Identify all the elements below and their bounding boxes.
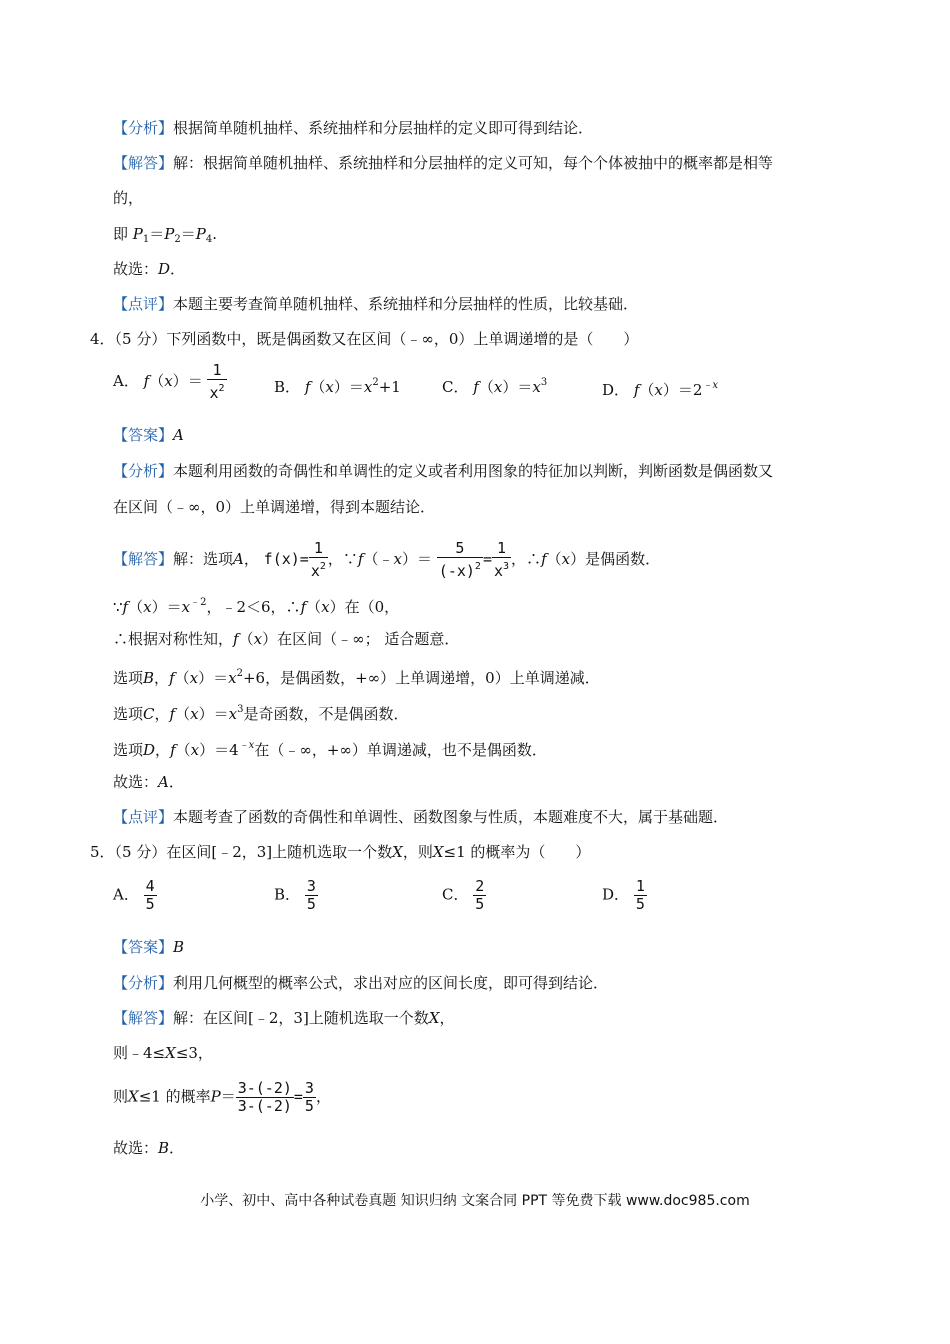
math-sub: 4 bbox=[205, 234, 213, 245]
text: ， bbox=[154, 669, 170, 687]
q4-comment bbox=[113, 807, 728, 827]
math-sub: 1 bbox=[142, 234, 150, 245]
math-var: X bbox=[392, 843, 403, 861]
q4-solution-line1: 【解答】解：选项A， f(x)= $\frac{1}{x^2}$ ，∵f（﹣x）＝ $\frac{5}{(-x)^2}$ = $\frac{1}{x^3}$ ，∴f（x）是偶函数． bbox=[113, 539, 661, 580]
q5-option-c bbox=[442, 878, 486, 913]
math-op: （ bbox=[306, 598, 322, 616]
math-op: （ bbox=[174, 669, 190, 687]
math-op: ＝ bbox=[213, 669, 229, 687]
math-op: （ bbox=[310, 378, 326, 396]
math-op: （ bbox=[238, 630, 254, 648]
denominator bbox=[437, 557, 483, 580]
numerator: 4 bbox=[145, 877, 155, 895]
math-var: f bbox=[473, 378, 479, 396]
numerator: 3 bbox=[304, 1079, 314, 1097]
denominator: 3-(-2) bbox=[237, 1097, 292, 1115]
analysis-tag: 【分析】 bbox=[113, 462, 174, 480]
math-var: P bbox=[195, 225, 206, 243]
q4-answer bbox=[113, 425, 184, 445]
numerator: 2 bbox=[475, 877, 485, 895]
comment-tag: 【点评】 bbox=[113, 295, 174, 313]
text: 则﹣4≤ bbox=[113, 1044, 166, 1062]
math-var: f bbox=[143, 372, 150, 390]
math-var: x bbox=[228, 669, 237, 687]
math-op: ） bbox=[151, 598, 167, 616]
q4-option-a bbox=[113, 362, 227, 402]
math-var: f bbox=[169, 705, 176, 723]
math-var: x bbox=[393, 550, 402, 568]
math-var: x bbox=[532, 378, 541, 396]
text: ≤1 的概率 bbox=[138, 1087, 211, 1106]
option-label: D． bbox=[602, 885, 630, 904]
answer-letter: B bbox=[173, 938, 185, 956]
math-op: ） bbox=[662, 381, 678, 399]
math-op: ＝ bbox=[214, 741, 230, 759]
math-sup: 2 bbox=[372, 377, 379, 388]
text: 则 bbox=[113, 1087, 129, 1106]
text: ，﹣2＜6，∴ bbox=[206, 598, 301, 616]
math-var: f bbox=[541, 550, 547, 568]
analysis-text: 本题利用函数的奇偶性和单调性的定义或者利用图象的特征加以判断，判断函数是偶函数又 bbox=[173, 462, 774, 480]
math-var: X bbox=[128, 1087, 139, 1106]
q4-analysis-line2 bbox=[113, 497, 435, 517]
q3-analysis bbox=[113, 118, 593, 138]
math-sup: ﹣x bbox=[238, 740, 255, 751]
q4-solution-option-c bbox=[113, 700, 408, 724]
analysis-tag: 【分析】 bbox=[113, 974, 174, 992]
q5-option-a bbox=[113, 878, 157, 913]
math-op: （ bbox=[363, 550, 379, 568]
q3-choose bbox=[113, 259, 185, 279]
answer-tag: 【答案】 bbox=[113, 938, 174, 956]
math-var: f bbox=[304, 378, 311, 396]
math-sup: 3 bbox=[540, 377, 548, 388]
numerator: 3-(-2) bbox=[237, 1079, 292, 1097]
text: +6，是偶函数，+∞）上单调递增，0）上单调递减． bbox=[242, 669, 600, 687]
numerator: 1 bbox=[313, 539, 323, 557]
fraction bbox=[437, 540, 483, 580]
math-sup: ﹣2 bbox=[190, 597, 207, 608]
q4-solution-line2 bbox=[113, 593, 399, 617]
math-op: ） bbox=[198, 705, 214, 723]
solution-text: 解：根据简单随机抽样、系统抽样和分层抽样的定义可知，每个个体被抽中的概率都是相等 bbox=[173, 154, 774, 172]
text: 故选： bbox=[113, 260, 159, 278]
choice-letter: D bbox=[158, 260, 171, 278]
math-op: ） bbox=[172, 372, 188, 390]
text: 故选： bbox=[113, 1139, 159, 1157]
math-var: x bbox=[181, 598, 191, 616]
q3-comment bbox=[113, 294, 638, 314]
math-var: x bbox=[190, 705, 199, 723]
option-label: D． bbox=[602, 381, 630, 399]
denominator: 5 bbox=[306, 895, 316, 913]
math-var: P bbox=[164, 225, 175, 243]
denominator bbox=[207, 379, 226, 402]
math-var: x bbox=[493, 562, 504, 580]
fraction bbox=[207, 362, 226, 402]
because-symbol: ∵ bbox=[342, 550, 358, 568]
fraction bbox=[303, 1080, 316, 1115]
q3-solution-line3 bbox=[113, 224, 217, 250]
answer-letter: A bbox=[173, 426, 184, 444]
comment-text: 本题考查了函数的奇偶性和单调性、函数图象与性质，本题难度不大，属于基础题． bbox=[173, 808, 729, 826]
math-var: P bbox=[132, 225, 143, 243]
text: ， bbox=[439, 1009, 455, 1027]
text: 选项 bbox=[113, 741, 144, 759]
math-op: ﹣ bbox=[378, 550, 394, 568]
math-op: ＝ bbox=[417, 550, 433, 568]
q3-solution-line2 bbox=[113, 188, 143, 208]
math-op: ） bbox=[570, 550, 586, 568]
math-op: ＝ bbox=[187, 372, 203, 390]
math-op: ） bbox=[502, 378, 518, 396]
denominator: 5 bbox=[304, 1097, 314, 1115]
denominator bbox=[309, 557, 328, 580]
math-var: f bbox=[633, 381, 640, 399]
text: ，∴ bbox=[511, 550, 542, 568]
math-op: +1 bbox=[378, 378, 401, 396]
text: 故选： bbox=[113, 773, 159, 791]
math-num: 2 bbox=[692, 381, 703, 399]
option-letter: A bbox=[233, 550, 244, 568]
math-num: 4 bbox=[229, 741, 239, 759]
math-var: x bbox=[654, 381, 663, 399]
q5-analysis bbox=[113, 973, 608, 993]
math-op: ） bbox=[333, 378, 349, 396]
fraction bbox=[473, 878, 486, 913]
math-op: （ bbox=[546, 550, 562, 568]
math-sup: 2 bbox=[236, 668, 243, 679]
question-stem: 4．（5 分）下列函数中，既是偶函数又在区间（﹣∞，0）上单调递增的是（ ） bbox=[90, 330, 639, 348]
math-sup: ﹣x bbox=[702, 380, 719, 391]
math-var: x bbox=[561, 550, 571, 568]
numerator: 1 bbox=[635, 877, 645, 895]
math-op: ＝ bbox=[220, 1087, 236, 1106]
math-var: X bbox=[165, 1044, 176, 1062]
text: 选项 bbox=[113, 669, 144, 687]
text: 在（0， bbox=[344, 598, 400, 616]
math-var: x bbox=[363, 378, 373, 396]
numerator: 5 bbox=[455, 539, 465, 557]
fraction bbox=[634, 878, 647, 913]
math-op: （ bbox=[128, 598, 144, 616]
comment-text: 本题主要考查简单随机抽样、系统抽样和分层抽样的性质，比较基础． bbox=[173, 295, 639, 313]
page-footer: 小学、初中、高中各种试卷真题 知识归纳 文案合同 PPT 等免费下载 www.doc985.com bbox=[200, 1193, 750, 1209]
math-var: f bbox=[169, 669, 175, 687]
math-var: x bbox=[253, 630, 263, 648]
math-op: （ bbox=[478, 378, 494, 396]
text: 是奇函数，不是偶函数． bbox=[243, 705, 409, 723]
math-op: . bbox=[212, 225, 217, 243]
math-var: f bbox=[122, 598, 129, 616]
q4-solution-option-b bbox=[113, 664, 600, 688]
solution-tag: 【解答】 bbox=[113, 550, 174, 568]
math-op: ） bbox=[198, 669, 214, 687]
option-label: C． bbox=[442, 378, 469, 396]
option-letter: B bbox=[143, 669, 155, 687]
math-op: ＝ bbox=[677, 381, 693, 399]
text: ≤3， bbox=[175, 1044, 213, 1062]
math-sup: 2 bbox=[474, 561, 481, 572]
math-op: （ bbox=[149, 372, 165, 390]
math-op: ＝ bbox=[166, 598, 182, 616]
q4-option-b bbox=[274, 376, 401, 397]
math-var: x bbox=[143, 598, 152, 616]
math-var: x bbox=[310, 562, 320, 580]
fraction bbox=[305, 878, 318, 913]
math-op: （ bbox=[175, 741, 191, 759]
math-op: ＝ bbox=[180, 225, 196, 243]
math-var: x bbox=[209, 384, 219, 402]
math-var: x bbox=[164, 372, 173, 390]
math-op: ） bbox=[262, 630, 278, 648]
math-var: x bbox=[189, 669, 199, 687]
math-var: x bbox=[493, 378, 503, 396]
text: 在区间（﹣∞； 适合题意． bbox=[277, 630, 460, 648]
solution-text: 的， bbox=[113, 189, 144, 207]
numerator: 1 bbox=[212, 361, 222, 379]
q4-option-d bbox=[602, 376, 718, 400]
math-expr: (-x) bbox=[438, 562, 475, 580]
q4-stem bbox=[90, 329, 638, 349]
math-op: （ bbox=[175, 705, 191, 723]
option-label: B． bbox=[274, 378, 301, 396]
q5-solution-line3: 则X≤1 的概率P＝ $\frac{3-(-2)}{3-(-2)}$ = $\frac{3}{5}$ ， bbox=[113, 1079, 331, 1115]
q4-analysis-line1 bbox=[113, 461, 773, 481]
q4-choose bbox=[113, 772, 184, 792]
math-op: ） bbox=[199, 741, 215, 759]
text: ， bbox=[154, 705, 170, 723]
math-sup: 3 bbox=[503, 561, 510, 572]
math-var: x bbox=[190, 741, 200, 759]
denominator: 5 bbox=[635, 895, 645, 913]
solution-tag: 【解答】 bbox=[113, 1009, 174, 1027]
text: ． bbox=[169, 1139, 185, 1157]
q5-solution-line2 bbox=[113, 1043, 213, 1063]
math-op: ＝ bbox=[348, 378, 364, 396]
option-label: A． bbox=[113, 372, 139, 390]
math-var: f bbox=[300, 598, 307, 616]
because-symbol: ∵ bbox=[113, 598, 123, 616]
numerator: 1 bbox=[497, 539, 507, 557]
fraction bbox=[236, 1080, 294, 1115]
math-op: ＝ bbox=[149, 225, 165, 243]
math-op: ） bbox=[401, 550, 417, 568]
q5-option-b bbox=[274, 878, 318, 913]
q4-solution-line3 bbox=[113, 629, 459, 649]
math-sup: 2 bbox=[218, 383, 225, 394]
math-var: f bbox=[233, 630, 239, 648]
denominator: 5 bbox=[145, 895, 155, 913]
option-label: C． bbox=[442, 885, 469, 904]
math-sup: 2 bbox=[319, 561, 326, 572]
answer-tag: 【答案】 bbox=[113, 426, 174, 444]
text: 即 bbox=[113, 225, 133, 243]
text: 选项 bbox=[113, 705, 144, 723]
analysis-text: 根据简单随机抽样、系统抽样和分层抽样的定义即可得到结论． bbox=[173, 119, 594, 137]
fraction bbox=[309, 540, 328, 580]
text: ， bbox=[315, 1087, 331, 1106]
q3-solution-line1 bbox=[113, 153, 773, 173]
text: 是偶函数． bbox=[585, 550, 661, 568]
text: 在（﹣∞，+∞）单调递减，也不是偶函数． bbox=[254, 741, 547, 759]
option-label: B． bbox=[274, 885, 301, 904]
fraction bbox=[492, 540, 511, 580]
text: 解：选项 bbox=[173, 550, 234, 568]
math-sub: 2 bbox=[174, 234, 181, 245]
math-op: = bbox=[293, 1087, 303, 1106]
text: ． bbox=[168, 773, 184, 791]
math-var: x bbox=[321, 598, 330, 616]
math-expr: f(x)= bbox=[263, 550, 309, 568]
math-var: x bbox=[325, 378, 334, 396]
math-op: ） bbox=[329, 598, 345, 616]
choice-letter: A bbox=[158, 773, 169, 791]
math-op: ＝ bbox=[517, 378, 533, 396]
q4-solution-option-d bbox=[113, 736, 547, 760]
q5-option-d bbox=[602, 878, 647, 913]
option-label: A． bbox=[113, 885, 139, 904]
q5-stem bbox=[90, 842, 590, 862]
question-stem: 5．（5 分）在区间[﹣2，3]上随机选取一个数 bbox=[90, 843, 393, 861]
text: ． bbox=[170, 260, 186, 278]
question-stem: ，则 bbox=[402, 843, 433, 861]
text: ， bbox=[243, 550, 259, 568]
option-letter: C bbox=[143, 705, 155, 723]
math-var: X bbox=[432, 843, 444, 861]
comment-tag: 【点评】 bbox=[113, 808, 174, 826]
choice-letter: B bbox=[158, 1139, 170, 1157]
text: ∴根据对称性知， bbox=[113, 630, 234, 648]
math-sup: 3 bbox=[237, 704, 244, 715]
denominator: 5 bbox=[475, 895, 485, 913]
question-stem: ≤1 的概率为（ ） bbox=[443, 843, 591, 861]
math-var: f bbox=[357, 550, 364, 568]
math-op: （ bbox=[639, 381, 655, 399]
solution-tag: 【解答】 bbox=[113, 154, 174, 172]
option-letter: D bbox=[143, 741, 156, 759]
text: ， bbox=[327, 550, 343, 568]
q5-solution-line1 bbox=[113, 1008, 455, 1028]
text: 解：在区间[﹣2，3]上随机选取一个数 bbox=[173, 1009, 429, 1027]
q4-option-c bbox=[442, 376, 547, 397]
numerator: 3 bbox=[306, 877, 316, 895]
math-var: f bbox=[170, 741, 176, 759]
text: ， bbox=[155, 741, 171, 759]
fraction bbox=[144, 878, 157, 913]
q5-answer bbox=[113, 937, 184, 957]
denominator bbox=[492, 557, 511, 580]
analysis-text: 利用几何概型的概率公式，求出对应的区间长度，即可得到结论． bbox=[173, 974, 609, 992]
math-op: ＝ bbox=[213, 705, 229, 723]
math-var: X bbox=[428, 1009, 440, 1027]
math-var: x bbox=[228, 705, 238, 723]
analysis-text: 在区间（﹣∞，0）上单调递增，得到本题结论． bbox=[113, 498, 436, 516]
analysis-tag: 【分析】 bbox=[113, 119, 174, 137]
q5-choose bbox=[113, 1138, 184, 1158]
